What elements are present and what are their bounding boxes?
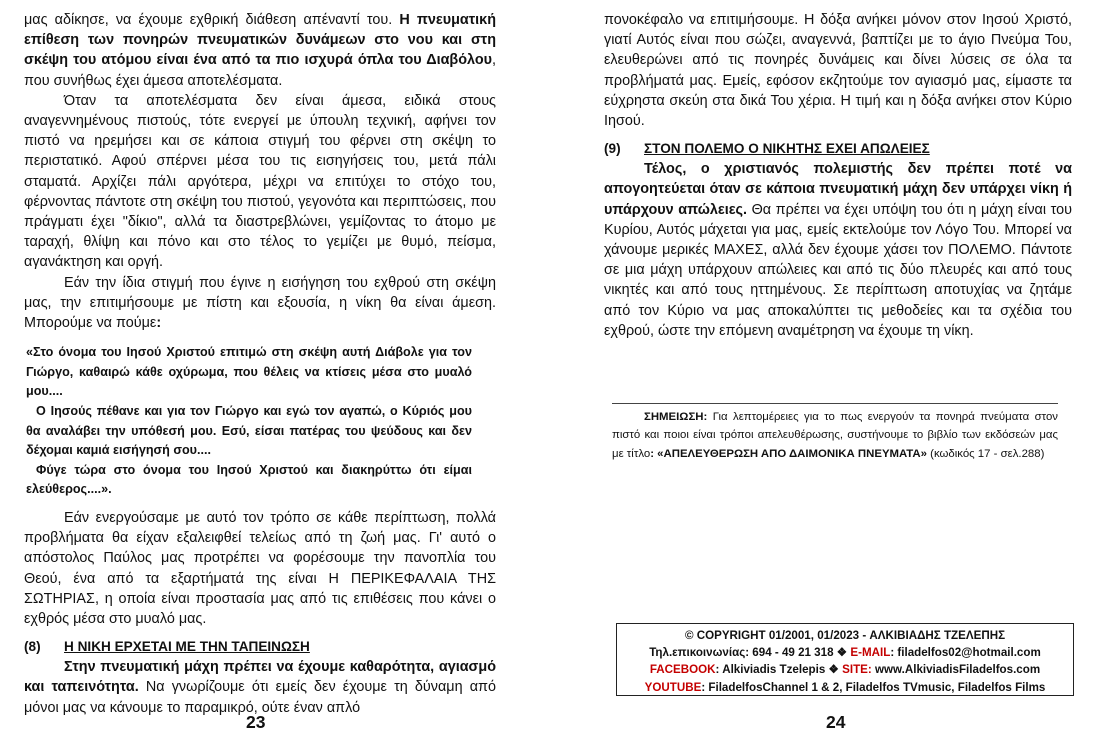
text-span: Θα πρέπει να έχει υπόψη του ότι η μάχη είναι του Κυρίου, Αυτός μάχεται για μας, εμείς εκτελούμε τον Λόγο Του. Μπορεί να χάνουμε μερικές (604, 201, 1072, 259)
site-link: www.AlkiviadisFiladelfos.com (871, 663, 1041, 677)
prayer-quote (26, 343, 472, 500)
text-span: ΜΑΧΕΣ (713, 242, 764, 259)
text-span: , η οποία είναι προστασία μας από τις επιθέσεις που κάνει ο εχθρός μέσα στο μυαλό μας. (24, 590, 496, 628)
facebook-label: FACEBOOK (649, 663, 716, 677)
email-label: E-MAIL (850, 646, 891, 660)
note-label: ΣΗΜΕΙΩΣΗ: (644, 411, 708, 423)
quote-line: Ο Ιησούς πέθανε και για τον Γιώργο και εγώ τον αγαπώ, ο Κύριός μου θα αναλάβει την υπόθεσή μου. Εσύ, είσαι πατέρας του ψεύδους και δεν δέχομαι καμιά εισήγησή σου.... (26, 404, 472, 458)
section-heading-8 (24, 637, 496, 657)
social-line (617, 661, 1073, 678)
contact-line (617, 644, 1073, 661)
section-title: Η ΝΙΚΗ ΕΡΧΕΤΑΙ ΜΕ ΤΗΝ ΤΑΠΕΙΝΩΣΗ (64, 639, 310, 655)
paragraph (24, 657, 496, 718)
bold-text: : (156, 315, 162, 332)
paragraph (24, 10, 496, 91)
text-span: ΠΟΛΕΜΟ (948, 242, 1012, 259)
quote-line: «Στο όνομα του Ιησού Χριστού επιτιμώ στη σκέψη αυτή Διάβολε για τον Γιώργο, καθαιρώ κάθε οχύρωμα, που θέλεις να κτίσεις μέσα στο μυαλό μου.... (26, 345, 472, 399)
copyright-line (617, 627, 1073, 644)
section-heading-9 (604, 139, 1072, 159)
bold-text: Η πνευματική επίθεση των πονηρών πνευματικών δυνάμεων στο νου και στη σκέψη του ατόμου είναι ένα από τα πιο ισχυρά όπλα του Διαβόλου (24, 12, 496, 69)
text-span: (κωδικός 17 - σελ.288) (926, 447, 1045, 460)
bold-text: Στην πνευματική μάχη πρέπει να έχουμε καθαρότητα, αγιασμό και ταπεινότητα. (24, 659, 496, 696)
text-span: . Πάντοτε σε μια μάχη υπάρχουν απώλειες και από τις δύο πλευρές και από τους νικητές και από τους ηττημένους. Σε περίπτωση αποτυχίας να ζητάμε από τον Κύριο να μας αποκαλύπτει τις μεθοδείες και τα σχέδια του εχθρού, ώστε την επόμενη αναμέτρηση να έχουμε τη νίκη. (604, 242, 1072, 339)
section-number: (8) (24, 639, 41, 655)
left-page (24, 10, 496, 718)
paragraph (604, 159, 1072, 341)
text-span: : Alkiviadis Tzelepis ❖ (715, 663, 843, 677)
phone-text: Τηλ.επικοινωνίας: 694 - 49 21 318 ❖ (649, 646, 851, 660)
paragraph: Όταν τα αποτελέσματα δεν είναι άμεσα, ειδικά στους αναγεννημένους πιστούς, τότε ενεργεί με ύπουλη τεχνική, αφήνει τον πιστό να ηρεμήσει και σε κάποια στιγμή του φέρνει στη σκέψη το περιστατικό. Αφού σπέρνει μέσα του τις εισηγήσεις του, μετά πάλι σταματά. Αρχίζει πάλι αργότερα, μέχρι να επιτύχει το στόχο του, φέρνοντας πάντοτε στη σκέψη του πιστού, γεγονότα και περιπτώσεις, που πράγματι έχει "δίκιο", αλλά τα διαστρεβλώνει, γεμίζοντας το άτομο με ταραχή, θλίψη και πόνο και στο τέλος το γεμίζει με θυμό, πείσμα, αγανάκτηση και οργή. (24, 92, 496, 271)
quote-line: Φύγε τώρα στο όνομα του Ιησού Χριστού και διακηρύττω ότι είμαι ελεύθερος....». (26, 462, 472, 497)
text-span: , αλλά δεν έχουμε χάσει τον (763, 242, 949, 259)
bold-text: : (650, 447, 658, 460)
paragraph (24, 508, 496, 629)
page-number: 24 (826, 712, 846, 732)
text-span: ΠΕΡΙΚΕΦΑΛΑΙΑ ΤΗΣ ΣΩΤΗΡΙΑΣ (24, 570, 497, 607)
text-span: , που συνήθως έχει άμεσα αποτελέσματα. (24, 52, 496, 89)
youtube-line (617, 679, 1073, 696)
note-text (612, 408, 1058, 463)
bold-text: Τέλος, ο χριστιανός πολεμιστής δεν πρέπει ποτέ να απογοητεύεται όταν σε κάποια πνευματική μάχη δεν υπάρχει νίκη ή υπάρχουν απώλειες. (604, 161, 1072, 218)
right-page (604, 10, 1072, 341)
section-number: (9) (604, 141, 621, 157)
footnote (612, 403, 1058, 463)
text-span: : FiladelfosChannel 1 & 2, Filadelfos TVmusic, Filadelfos Films (701, 680, 1046, 694)
author-name: ΑΛΚΙΒΙΑΔΗΣ ΤΖΕΛΕΠΗΣ (869, 629, 1006, 642)
paragraph (24, 273, 496, 334)
page-number: 23 (246, 712, 266, 732)
text-span: Εάν ενεργούσαμε με αυτό τον τρόπο σε κάθε περίπτωση, πολλά προβλήματα θα είχαν εξαλειφθεί τελείως από τη ζωή μας. Γι' αυτό ο απόστολος Παύλος μας προτρέπει να φορέσουμε την πανοπλία του Θεού, ένα από τα εξαρτήματά της είναι Η (24, 510, 496, 587)
text-span: Εάν την ίδια στιγμή που έγινε η εισήγηση του εχθρού στη σκέψη μας, την επιτιμήσουμε με πίστη και εξουσία, η νίκη θα είναι άμεση. Μπορούμε να πούμε (24, 274, 496, 332)
copyright-box (616, 623, 1074, 696)
text-span: μας αδίκησε, να έχουμε εχθρική διάθεση απέναντί του. (24, 12, 400, 28)
text-span: © COPYRIGHT 01/2001, 01/2023 - (684, 629, 870, 642)
text-span: Να γνωρίζουμε ότι εμείς δεν έχουμε τη δύναμη από μόνοι μας να κάνουμε το παραμικρό, ούτε έναν απλό (24, 679, 496, 716)
paragraph: πονοκέφαλο να επιτιμήσουμε. Η δόξα ανήκει μόνον στον Ιησού Χριστό, γιατί Αυτός είναι που σώζει, αναγεννά, βαπτίζει με το άγιο Πνεύμα Του, ελευθερώνει από τις πονηρές δυνάμεις και δίνει λύσεις σε όλα τα προβλήματά μας. Εμείς, εφόσον εκζητούμε τον αγιασμό μας, είμαστε τα εύχρηστα σκεύη στα δικά Του χέρια. Η τιμή και η δόξα ανήκει στον Κύριο Ιησού. (604, 12, 1072, 130)
book-title: «ΑΠΕΛΕΥΘΕΡΩΣΗ ΑΠΟ ΔΑΙΜΟΝΙΚΑ ΠΝΕΥΜΑΤΑ» (657, 447, 927, 460)
youtube-label: YOUTUBE (644, 680, 702, 694)
email-link: : filadelfos02@hotmail.com (890, 646, 1041, 660)
text-span: Για λεπτομέρειες για το πως ενεργούν τα πονηρά πνεύματα στον πιστό και ποιοι είναι τρόποι απελευθέρωσης, συστήνουμε το βιβλίο των εκδόσεών μας με τίτλο (612, 411, 1058, 460)
site-label: SITE: (842, 663, 872, 677)
section-title: ΣΤΟΝ ΠΟΛΕΜΟ Ο ΝΙΚΗΤΗΣ ΕΧΕΙ ΑΠΩΛΕΙΕΣ (644, 141, 930, 157)
